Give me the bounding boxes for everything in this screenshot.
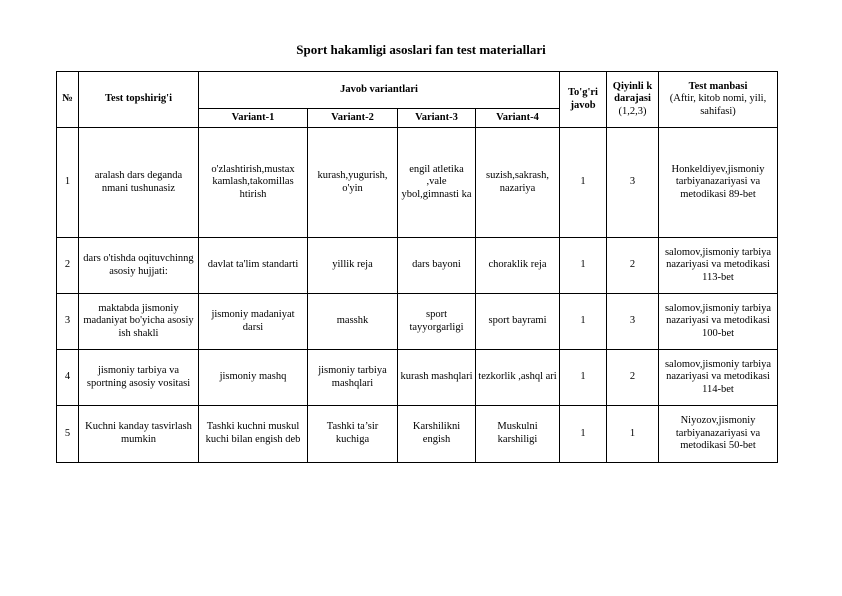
header-difficulty-scale: (1,2,3) — [618, 105, 647, 117]
cell-number: 3 — [57, 294, 79, 350]
cell-variant-2: jismoniy tarbiya mashqlari — [308, 350, 398, 406]
header-variant-1: Variant-1 — [199, 109, 308, 128]
table-header — [57, 72, 778, 128]
cell-variant-4: tezkorlik ,ashql ari — [476, 350, 560, 406]
table-row — [57, 350, 778, 406]
page-title: Sport hakamligi asoslari fan test materiallari — [296, 42, 546, 57]
header-task: Test topshirig'i — [79, 72, 199, 128]
header-variant-3: Variant-3 — [398, 109, 476, 128]
header-answer-variants: Javob variantlari — [199, 72, 560, 109]
cell-task: dars o'tishda oqituvchinng asosiy hujjati: — [79, 238, 199, 294]
cell-variant-1: jismoniy mashq — [199, 350, 308, 406]
header-number: № — [57, 72, 79, 128]
table-row — [57, 238, 778, 294]
cell-variant-3: engil atletika ,vale ybol,gimnasti ka — [398, 128, 476, 238]
cell-source: Honkeldiyev,jismoniy tarbiyanazariyasi va metodikasi 89-bet — [659, 128, 778, 238]
cell-correct-answer: 1 — [560, 238, 607, 294]
cell-variant-1: o'zlashtirish,mustax kamlash,takomillas htirish — [199, 128, 308, 238]
cell-task: aralash dars deganda nmani tushunasiz — [79, 128, 199, 238]
cell-number: 2 — [57, 238, 79, 294]
cell-correct-answer: 1 — [560, 406, 607, 463]
table-row — [57, 406, 778, 463]
header-source — [659, 72, 778, 128]
cell-source: salomov,jismoniy tarbiya nazariyasi va metodikasi 113-bet — [659, 238, 778, 294]
cell-difficulty: 2 — [607, 238, 659, 294]
cell-variant-3: kurash mashqlari — [398, 350, 476, 406]
cell-variant-3: dars bayoni — [398, 238, 476, 294]
header-variant-4: Variant-4 — [476, 109, 560, 128]
header-source-detail: (Aftir, kitob nomi, yili, sahifasi) — [669, 93, 767, 117]
cell-variant-4: sport bayrami — [476, 294, 560, 350]
cell-difficulty: 3 — [607, 128, 659, 238]
cell-difficulty: 2 — [607, 350, 659, 406]
header-difficulty-label: Qiyinli k darajasi — [612, 80, 653, 105]
cell-number: 5 — [57, 406, 79, 463]
cell-variant-3: Karshilikni engish — [398, 406, 476, 463]
cell-variant-2: kurash,yugurish, o'yin — [308, 128, 398, 238]
cell-variant-4: suzish,sakrash, nazariya — [476, 128, 560, 238]
cell-task: maktabda jismoniy madaniyat bo'yicha asosiy ish shakli — [79, 294, 199, 350]
cell-correct-answer: 1 — [560, 128, 607, 238]
table-row — [57, 294, 778, 350]
cell-variant-2: yillik reja — [308, 238, 398, 294]
table-body — [57, 128, 778, 463]
cell-number: 4 — [57, 350, 79, 406]
cell-variant-2: masshk — [308, 294, 398, 350]
header-difficulty — [607, 72, 659, 128]
cell-number: 1 — [57, 128, 79, 238]
cell-variant-1: davlat ta'lim standarti — [199, 238, 308, 294]
table-row — [57, 128, 778, 238]
cell-variant-2: Tashki ta’sir kuchiga — [308, 406, 398, 463]
cell-source: Niyozov,jismoniy tarbiyanazariyasi va metodikasi 50-bet — [659, 406, 778, 463]
cell-correct-answer: 1 — [560, 350, 607, 406]
cell-variant-4: Muskulni karshiligi — [476, 406, 560, 463]
cell-variant-1: jismoniy madaniyat darsi — [199, 294, 308, 350]
cell-variant-4: choraklik reja — [476, 238, 560, 294]
cell-source: salomov,jismoniy tarbiya nazariyasi va metodikasi 100-bet — [659, 294, 778, 350]
cell-variant-3: sport tayyorgarligi — [398, 294, 476, 350]
test-materials-table — [56, 71, 778, 463]
cell-task: Kuchni kanday tasvirlash mumkin — [79, 406, 199, 463]
header-correct-answer: To'g'ri javob — [560, 72, 607, 128]
header-variant-2: Variant-2 — [308, 109, 398, 128]
cell-difficulty: 1 — [607, 406, 659, 463]
cell-difficulty: 3 — [607, 294, 659, 350]
cell-task: jismoniy tarbiya va sportning asosiy vositasi — [79, 350, 199, 406]
cell-source: salomov,jismoniy tarbiya nazariyasi va metodikasi 114-bet — [659, 350, 778, 406]
cell-correct-answer: 1 — [560, 294, 607, 350]
header-source-label: Test manbasi — [688, 80, 748, 92]
cell-variant-1: Tashki kuchni muskul kuchi bilan engish deb — [199, 406, 308, 463]
